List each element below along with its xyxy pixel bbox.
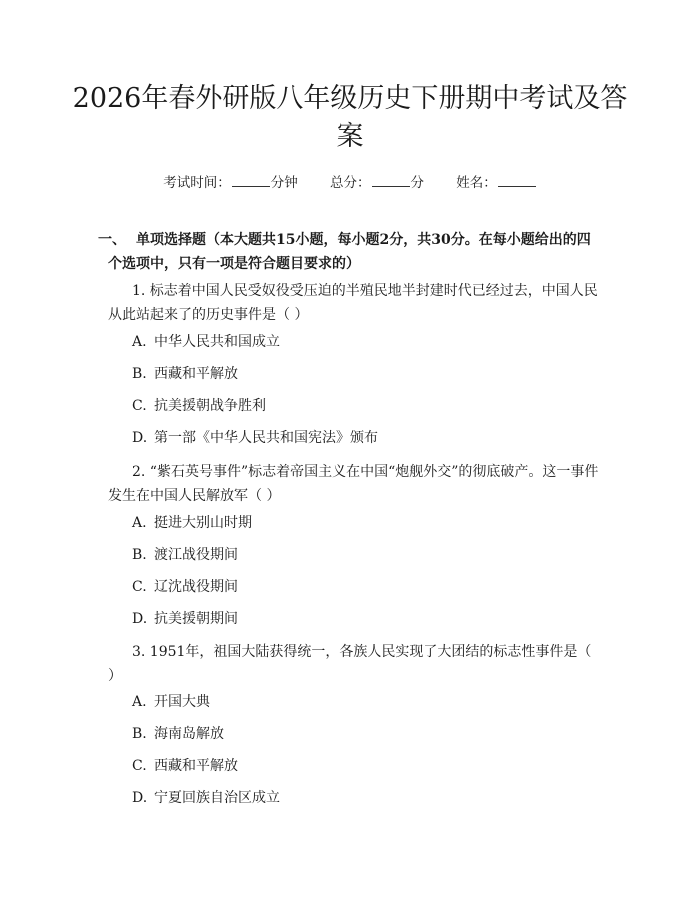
exam-time-label: 考试时间： [163, 175, 231, 191]
option-text: 第一部《中华人民共和国宪法》颁布 [154, 430, 378, 446]
option-letter: B. [132, 366, 147, 382]
option-text: 渡江战役期间 [154, 547, 238, 563]
question-3-stem: 3. 1951年，祖国大陆获得统一，各族人民实现了大团结的标志性事件是（ ） [108, 644, 592, 684]
question-1-option-d [132, 428, 378, 448]
question-1-option-a [132, 332, 280, 352]
question-1-option-b [132, 364, 238, 384]
total-score-label: 总分： [330, 175, 371, 191]
option-letter: B. [132, 547, 147, 563]
question-3-option-d [132, 788, 280, 808]
option-letter: A. [132, 515, 147, 531]
total-score-field [330, 171, 424, 191]
option-text: 抗美援朝战争胜利 [154, 398, 266, 414]
section-heading [98, 228, 600, 276]
option-text: 中华人民共和国成立 [154, 334, 280, 350]
exam-time-unit: 分钟 [270, 175, 298, 191]
question-3-option-b [132, 724, 224, 744]
option-text: 开国大典 [154, 694, 210, 710]
question-2-option-b [132, 545, 238, 565]
question-2-option-a [132, 513, 252, 533]
option-text: 抗美援朝期间 [154, 611, 238, 627]
question-1-option-c [132, 396, 266, 416]
option-letter: D. [132, 430, 148, 446]
option-text: 辽沈战役期间 [154, 579, 238, 595]
student-name-blank [498, 174, 536, 187]
option-letter: D. [132, 790, 148, 806]
question-1-stem: 1. 标志着中国人民受奴役受压迫的半殖民地半封建时代已经过去，中国人民从此站起来了的历史事件是（ ） [108, 283, 598, 323]
total-score-blank [372, 174, 410, 187]
option-text: 西藏和平解放 [154, 366, 238, 382]
student-name-field [456, 171, 537, 191]
question-3-option-c [132, 756, 238, 776]
section-number: 一、 [98, 232, 126, 248]
option-letter: D. [132, 611, 148, 627]
option-letter: C. [132, 398, 147, 414]
page-title: 2026年春外研版八年级历史下册期中考试及答案 [72, 83, 628, 152]
exam-meta [0, 171, 700, 191]
option-text: 海南岛解放 [154, 726, 224, 742]
total-score-unit: 分 [410, 175, 424, 191]
option-letter: C. [132, 758, 147, 774]
question-2-option-c [132, 577, 238, 597]
option-text: 西藏和平解放 [154, 758, 238, 774]
question-3-option-a [132, 692, 210, 712]
option-text: 挺进大别山时期 [154, 515, 252, 531]
option-letter: A. [132, 694, 147, 710]
question-2-stem: 2. “紫石英号事件”标志着帝国主义在中国“炮舰外交”的彻底破产。这一事件发生在中国人民解放军（ ） [108, 464, 599, 504]
question-2-option-d [132, 609, 238, 629]
option-letter: B. [132, 726, 147, 742]
student-name-label: 姓名： [456, 175, 497, 191]
exam-time-blank [232, 174, 270, 187]
exam-time-field [163, 171, 298, 191]
option-letter: A. [132, 334, 147, 350]
option-letter: C. [132, 579, 147, 595]
section-heading-text: 单项选择题（本大题共15小题，每小题2分，共30分。在每小题给出的四个选项中，只有一项是符合题目要求的） [108, 232, 591, 272]
option-text: 宁夏回族自治区成立 [154, 790, 280, 806]
